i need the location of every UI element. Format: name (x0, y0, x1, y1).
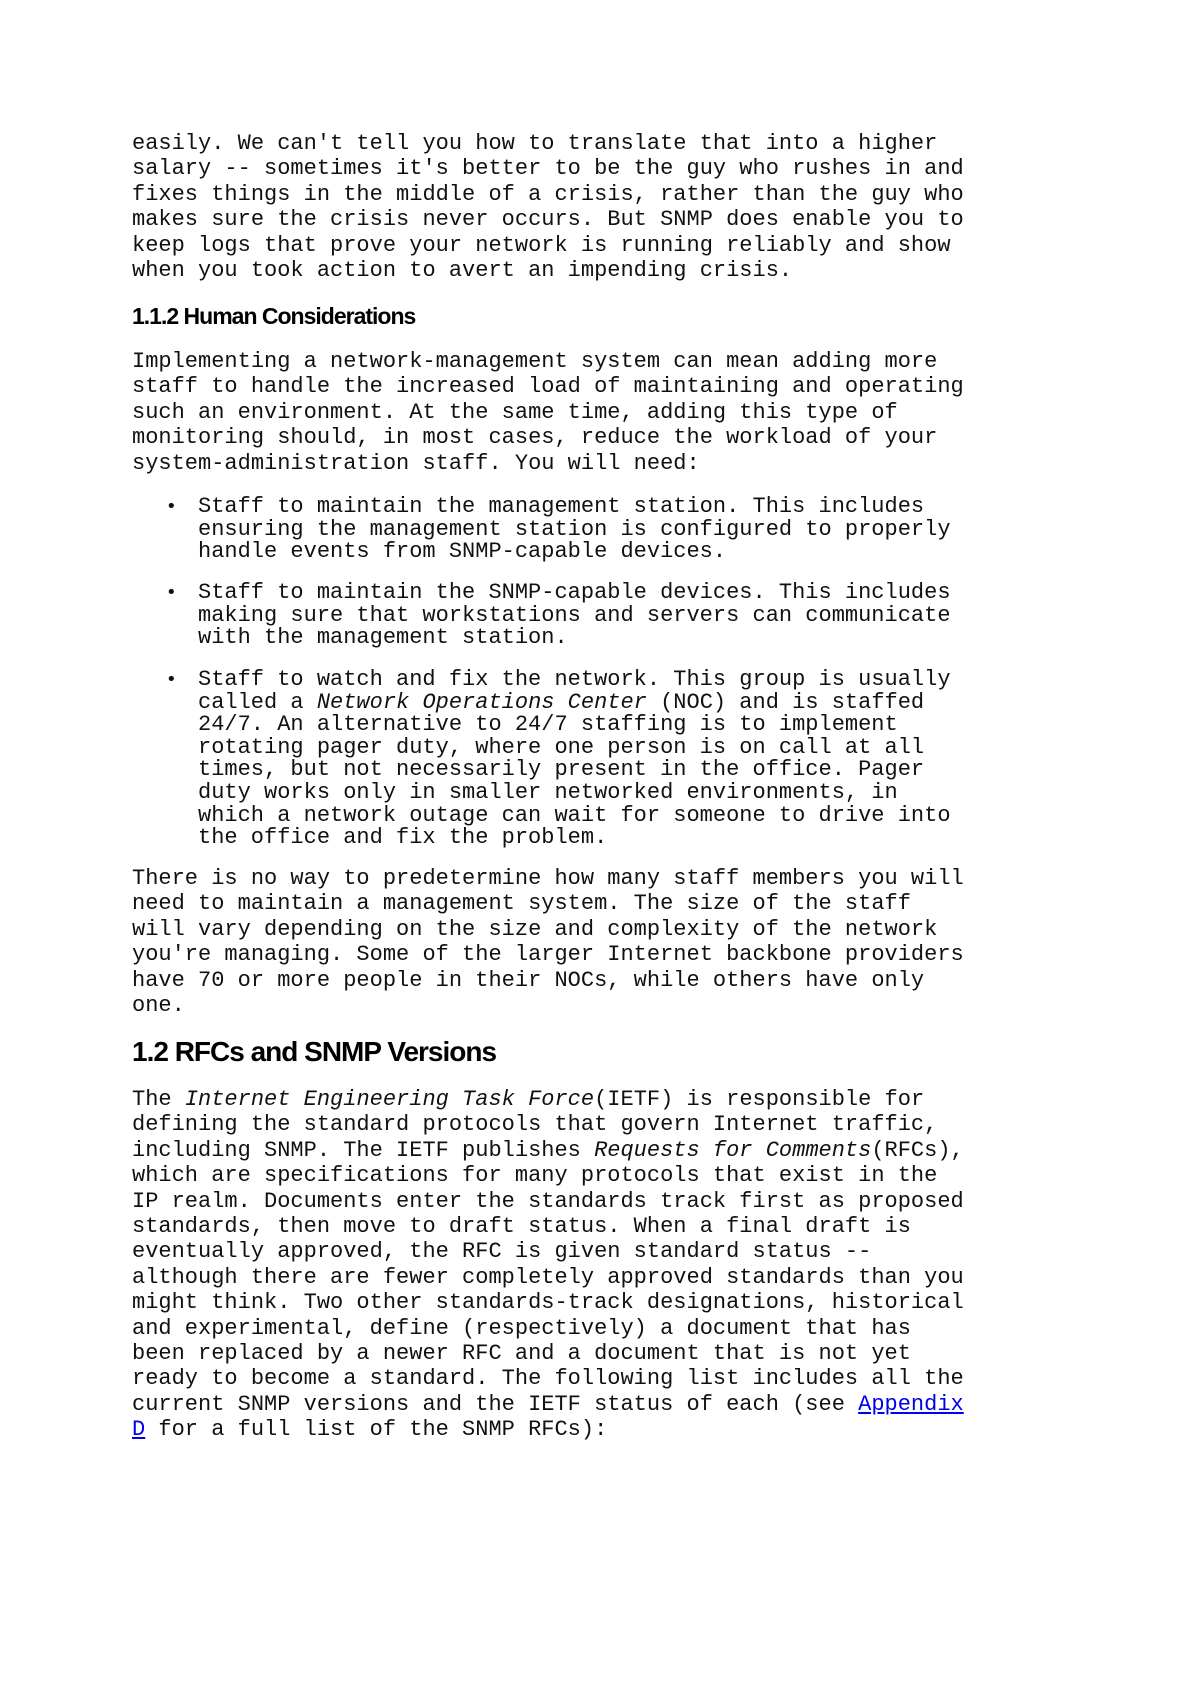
text-line (132, 993, 964, 1018)
text-line (132, 866, 964, 891)
text-line (132, 131, 964, 156)
bullet-icon: • (166, 582, 177, 603)
text-run: one. (132, 992, 185, 1018)
text-line (132, 1290, 964, 1315)
text-line (132, 400, 964, 425)
text-line (132, 425, 964, 450)
text-run: standards, then move to draft status. When a final draft is (132, 1213, 911, 1239)
emphasis-text: Internet Engineering Task Force (184, 1087, 595, 1112)
text-run: duty works only in smaller networked environments, in (198, 779, 898, 805)
text-run: have 70 or more people in their NOCs, while others have only (132, 967, 925, 993)
text-run: (NOC) and is staffed (646, 689, 925, 715)
bullet-item (166, 494, 951, 565)
text-run: IP realm. Documents enter the standards track first as proposed (132, 1188, 964, 1214)
text-line (198, 802, 951, 828)
text-run: although there are fewer completely approved standards than you (132, 1264, 964, 1290)
text-line (132, 1316, 964, 1341)
text-line (132, 1163, 964, 1188)
text-run: making sure that workstations and servers can communicate (198, 602, 951, 628)
text-run: current SNMP versions and the IETF status of each (see (132, 1391, 859, 1417)
section-heading: 1.2 RFCs and SNMP Versions (132, 1036, 497, 1067)
text-run: (IETF) is responsible for (594, 1087, 925, 1112)
text-run: The (132, 1087, 185, 1112)
text-line (132, 1265, 964, 1290)
text-run: the office and fix the problem. (198, 825, 608, 851)
text-line (198, 496, 951, 519)
text-run: need to maintain a management system. The size of the staff (132, 891, 911, 917)
text-run: handle events from SNMP-capable devices. (198, 539, 727, 565)
text-line (132, 233, 964, 258)
paragraph (132, 349, 964, 476)
emphasis-text: Requests for Comments (594, 1137, 872, 1163)
text-line (132, 917, 964, 942)
text-line (198, 827, 951, 850)
text-run: which are specifications for many protocols that exist in the (132, 1163, 938, 1189)
text-run: There is no way to predetermine how many staff members you will (132, 866, 964, 891)
text-run: Implementing a network-management system can mean adding more (132, 349, 938, 374)
text-run: might think. Two other standards-track designations, historical (132, 1290, 964, 1316)
text-line (198, 689, 951, 715)
text-run: ensuring the management station is configured to properly (198, 516, 951, 542)
text-run: you're managing. Some of the larger Internet backbone providers (132, 942, 964, 968)
text-line (132, 1112, 964, 1137)
text-run: when you took action to avert an impending crisis. (132, 257, 793, 283)
bullet-item (166, 580, 951, 651)
text-line (132, 349, 964, 374)
text-run: makes sure the crisis never occurs. But SNMP does enable you to (132, 207, 964, 233)
text-line (132, 207, 964, 232)
paragraph (132, 131, 964, 283)
text-run: such an environment. At the same time, adding this type of (132, 399, 898, 425)
text-run: (RFCs), (871, 1137, 964, 1163)
text-run: including SNMP. The IETF publishes (132, 1137, 595, 1163)
text-line (198, 582, 951, 605)
text-line (132, 156, 964, 181)
text-run: Staff to maintain the SNMP-capable devices. This includes (198, 580, 951, 605)
text-line (198, 627, 951, 650)
bullet-item (166, 667, 951, 851)
text-line (198, 734, 951, 760)
text-line (132, 1189, 964, 1214)
text-line (132, 1341, 964, 1366)
text-run: called a (198, 689, 317, 715)
text-line (132, 891, 964, 916)
text-line (198, 669, 951, 692)
text-line (198, 714, 951, 737)
text-line (198, 759, 951, 782)
text-run: salary -- sometimes it's better to be the guy who rushes in and (132, 156, 964, 182)
appendix-d-link[interactable]: D (132, 1417, 146, 1443)
text-run: ready to become a standard. The following list includes all the (132, 1366, 964, 1392)
appendix-d-link[interactable]: Appendix (858, 1391, 964, 1417)
text-line (132, 1392, 964, 1417)
text-run: which a network outage can wait for someone to drive into (198, 802, 951, 828)
text-line (132, 942, 964, 967)
text-run: system-administration staff. You will need: (132, 450, 700, 476)
text-run: with the management station. (198, 625, 568, 651)
bullet-icon: • (166, 496, 177, 517)
text-run: keep logs that prove your network is running reliably and show (132, 232, 951, 258)
text-run: and experimental, define (respectively) a document that has (132, 1315, 911, 1341)
text-line (198, 779, 951, 805)
text-line (132, 1138, 964, 1163)
text-line (132, 1417, 964, 1442)
text-line (132, 258, 964, 283)
text-run: fixes things in the middle of a crisis, rather than the guy who (132, 181, 964, 207)
text-line (132, 1366, 964, 1391)
text-run: for a full list of the SNMP RFCs): (145, 1417, 608, 1443)
text-line (198, 541, 951, 564)
text-run: easily. We can't tell you how to translate that into a higher (132, 131, 938, 156)
text-run: will vary depending on the size and complexity of the network (132, 916, 938, 942)
text-line (132, 374, 964, 399)
text-line (132, 451, 964, 476)
text-run: 24/7. An alternative to 24/7 staffing is to implement (198, 712, 898, 738)
text-run: monitoring should, in most cases, reduce the workload of your (132, 425, 938, 451)
text-run: defining the standard protocols that govern Internet traffic, (132, 1112, 938, 1138)
text-line (132, 968, 964, 993)
text-line (198, 516, 951, 542)
bullet-icon: • (166, 669, 177, 690)
text-run: eventually approved, the RFC is given standard status -- (132, 1239, 872, 1265)
paragraph (132, 1087, 964, 1442)
text-line (132, 182, 964, 207)
text-line (198, 602, 951, 628)
text-run: been replaced by a newer RFC and a document that is not yet (132, 1340, 911, 1366)
text-line (132, 1239, 964, 1264)
text-run: times, but not necessarily present in the office. Pager (198, 757, 925, 783)
text-run: Staff to watch and fix the network. This group is usually (198, 667, 951, 692)
text-run: Staff to maintain the management station. This includes (198, 494, 925, 519)
text-run: rotating pager duty, where one person is on call at all (198, 734, 925, 760)
text-line (132, 1214, 964, 1239)
paragraph (132, 866, 964, 1018)
text-line (132, 1087, 964, 1112)
text-run: staff to handle the increased load of maintaining and operating (132, 374, 964, 400)
emphasis-text: Network Operations Center (316, 689, 647, 715)
section-heading: 1.1.2 Human Considerations (132, 303, 416, 329)
